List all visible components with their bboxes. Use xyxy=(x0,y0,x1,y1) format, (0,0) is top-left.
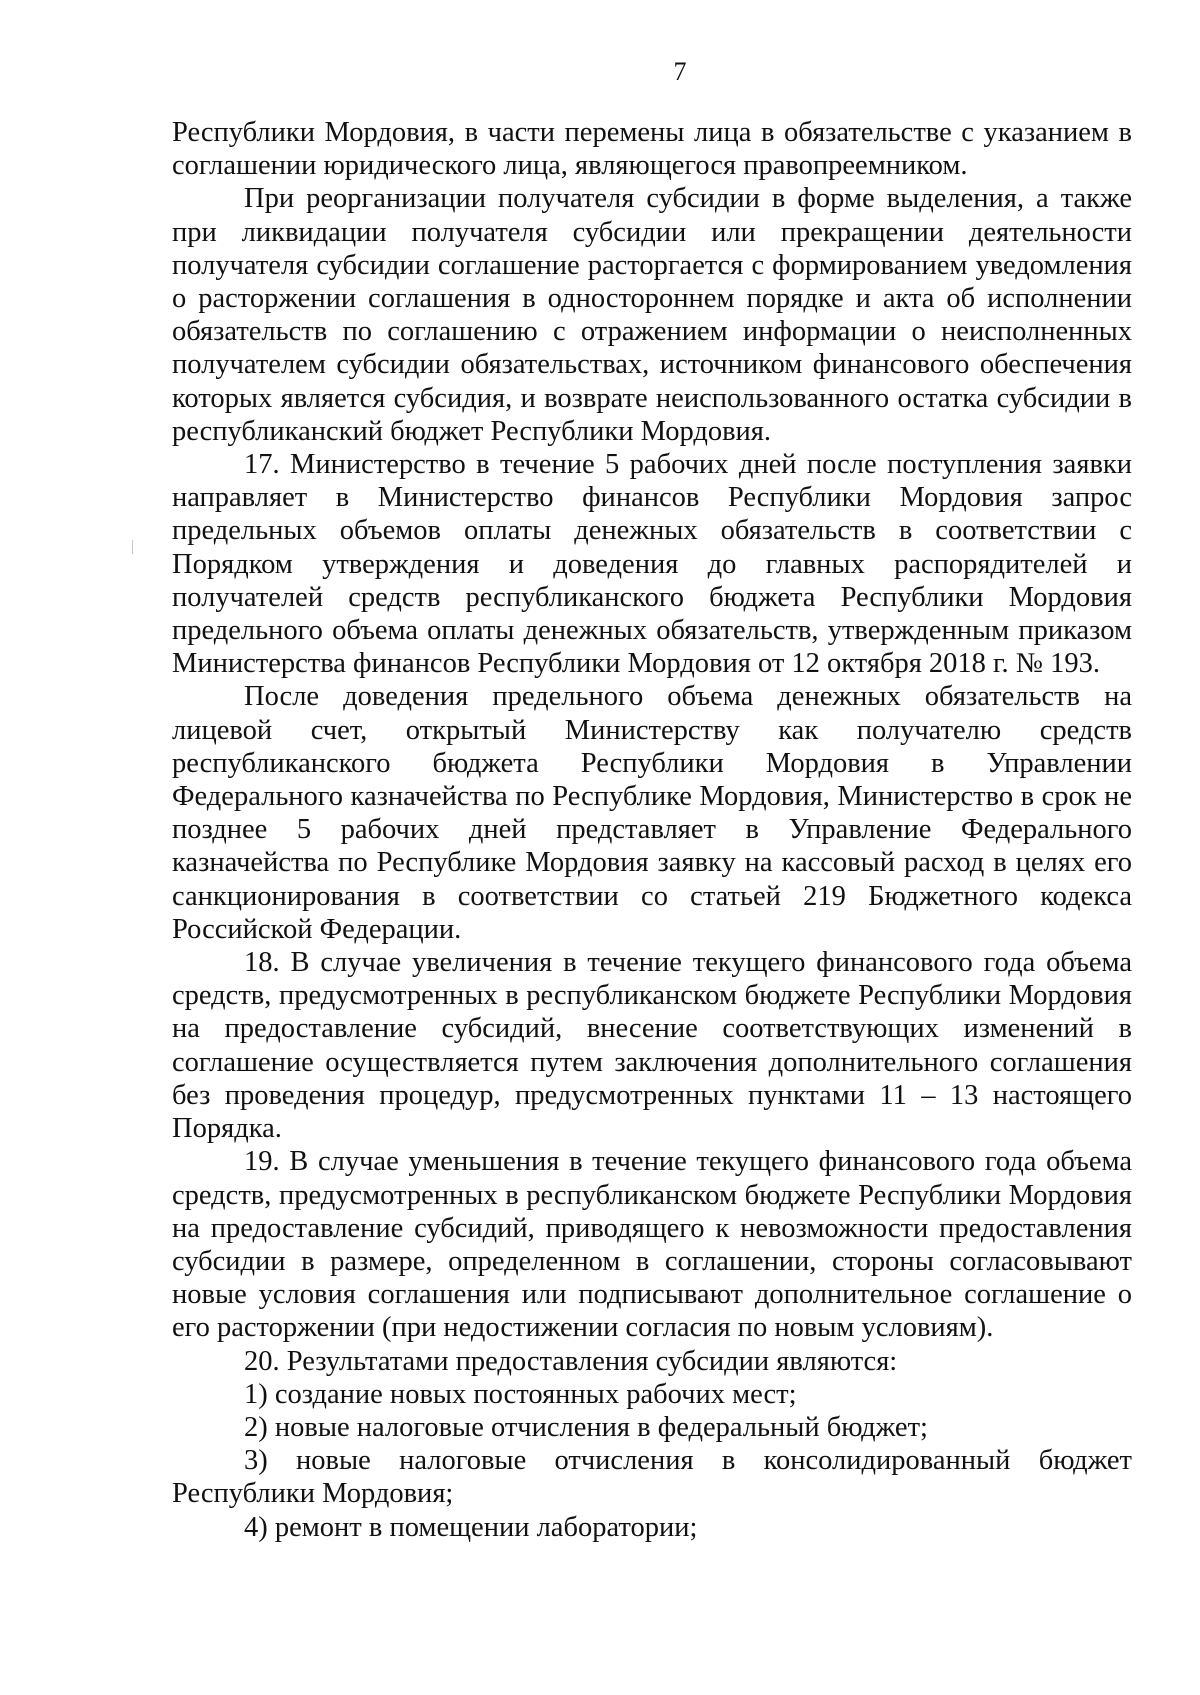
page-number: 7 xyxy=(673,57,687,86)
list-item: 4) ремонт в помещении лаборатории; xyxy=(244,1511,698,1543)
paragraph-item-18: 18. В случае увеличения в течение текущего финансового года объема средств, предусмотренных в республиканском бюджете Республики Мордовия на предоставление субсидий, внесение соответствующих изменений в соглашение осуществляется путем заключения дополнительного соглашения без проведения процедур, предусмотренных пунктами 11 – 13 настоящего Порядка. xyxy=(172,947,1132,1145)
list-item: 2) новые налоговые отчисления в федеральный бюджет; xyxy=(244,1411,928,1443)
paragraph-item-20: 20. Результатами предоставления субсидии являются: xyxy=(244,1345,898,1377)
list-item: 1) создание новых постоянных рабочих мест; xyxy=(244,1378,797,1410)
paragraph: После доведения предельного объема денежных обязательств на лицевой счет, открытый Министерству как получателю средств республиканского бюджета Республики Мордовия в Управлении Федерального казначейства по Республике Мордовия, Министерство в срок не позднее 5 рабочих дней представляет в Управление Федерального казначейства по Республике Мордовия заявку на кассовый расход в целях его санкционирования в соответствии со статьей 219 Бюджетного кодекса Российской Федерации. xyxy=(172,681,1132,945)
scan-mark xyxy=(132,540,133,554)
paragraph-item-19: 19. В случае уменьшения в течение текущего финансового года объема средств, предусмотренных в республиканском бюджете Республики Мордовия на предоставление субсидий, приводящего к невозможности предоставления субсидии в размере, определенном в соглашении, стороны согласовывают новые условия соглашения или подписывают дополнительное соглашение о его расторжении (при недостижении согласия по новым условиям). xyxy=(172,1146,1132,1344)
paragraph: При реорганизации получателя субсидии в форме выделения, а также при ликвидации получателя субсидии или прекращении деятельности получателя субсидии соглашение расторгается с формированием уведомления о расторжении соглашения в одностороннем порядке и акта об исполнении обязательств по соглашению с отражением информации о неисполненных получателем субсидии обязательствах, источником финансового обеспечения которых является субсидия, и возврате неиспользованного остатка субсидии в республиканский бюджет Республики Мордовия. xyxy=(172,183,1132,447)
document-body xyxy=(172,116,1132,1544)
paragraph-item-17: 17. Министерство в течение 5 рабочих дней после поступления заявки направляет в Министерство финансов Республики Мордовия запрос предельных объемов оплаты денежных обязательств в соответствии с Порядком утверждения и доведения до главных распорядителей и получателей средств республиканского бюджета Республики Мордовия предельного объема оплаты денежных обязательств, утвержденным приказом Министерства финансов Республики Мордовия от 12 октября 2018 г. № 193. xyxy=(172,449,1132,680)
paragraph: Республики Мордовия, в части перемены лица в обязательстве с указанием в соглашении юридического лица, являющегося правопреемником. xyxy=(172,117,1132,182)
list-item: 3) новые налоговые отчисления в консолидированный бюджет Республики Мордовия; xyxy=(172,1445,1132,1510)
